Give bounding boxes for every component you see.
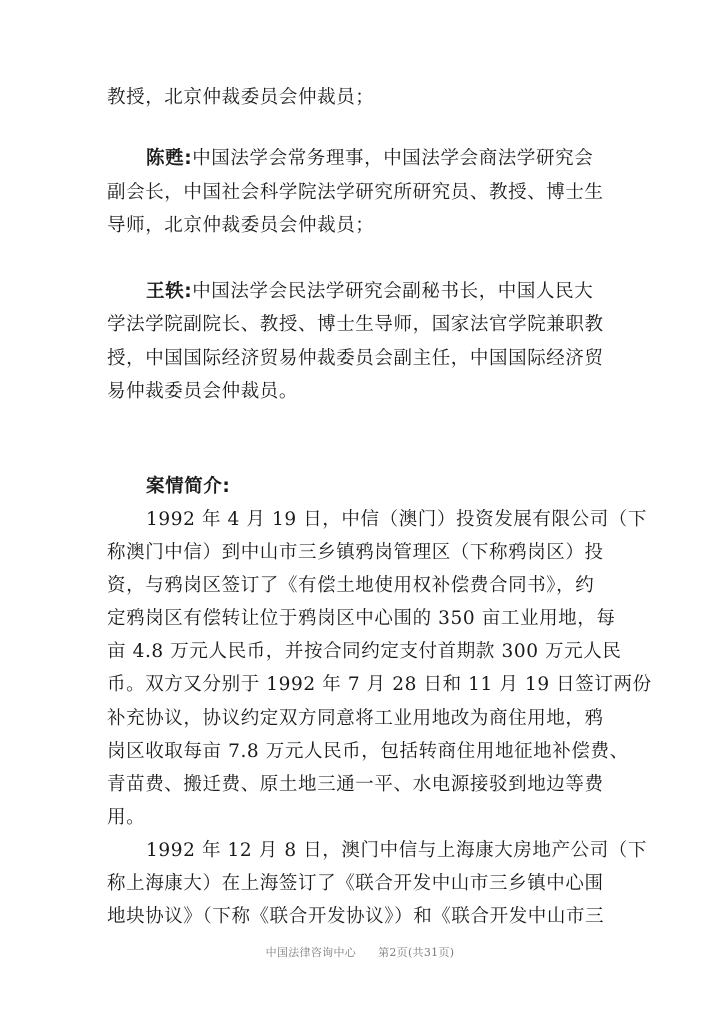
- text-line: 导师，北京仲裁委员会仲裁员；: [107, 215, 375, 236]
- text-line: 教授，北京仲裁委员会仲裁员；: [107, 87, 375, 108]
- page-number: 第2页(共31页): [378, 946, 455, 959]
- text-line: 副会长，中国社会科学院法学研究所研究员、教授、博士生: [107, 182, 604, 203]
- text-line: 定鸦岗区有偿转让位于鸦岗区中心围的 350 亩工业用地，每: [107, 608, 616, 629]
- person-entry-chen: [146, 148, 593, 170]
- text-line: 易仲裁委员会仲裁员。: [107, 381, 299, 402]
- text-line: 称上海康大）在上海签订了《联合开发中山市三乡镇中心围: [107, 873, 604, 894]
- text-line: 1992 年 4 月 19 日，中信（澳门）投资发展有限公司（下: [146, 509, 647, 530]
- text-line: 岗区收取每亩 7.8 万元人民币，包括转商住用地征地补偿费、: [107, 741, 629, 762]
- person-name: 陈甦:: [146, 148, 193, 169]
- section-heading: 案情简介:: [146, 476, 231, 497]
- text-line: 学法学院副院长、教授、博士生导师，国家法官学院兼职教: [107, 314, 604, 335]
- text-line: 地块协议》（下称《联合开发协议》）和《联合开发中山市三: [107, 906, 605, 927]
- text-line: 补充协议，协议约定双方同意将工业用地改为商住用地，鸦: [107, 708, 604, 729]
- person-name: 王轶:: [146, 281, 193, 302]
- footer-source: 中国法律咨询中心: [265, 946, 357, 959]
- text-line: 青苗费、搬迁费、原土地三通一平、水电源接驳到地边等费: [107, 774, 604, 795]
- text-line: 授，中国国际经济贸易仲裁委员会副主任，中国国际经济贸: [107, 348, 604, 369]
- text-line: 称澳门中信）到中山市三乡镇鸦岗管理区（下称鸦岗区）投: [107, 542, 604, 563]
- text-line: 用。: [107, 807, 146, 828]
- text-line: 亩 4.8 万元人民币，并按合同约定支付首期款 300 万元人民: [107, 641, 622, 662]
- text-line: 币。双方又分别于 1992 年 7 月 28 日和 11 月 19 日签订两份: [107, 674, 652, 695]
- page-footer: [0, 944, 720, 960]
- text-line: 中国法学会常务理事，中国法学会商法学研究会: [192, 148, 594, 169]
- text-line: 中国法学会民法学研究会副秘书长，中国人民大: [192, 281, 594, 302]
- text-line: 1992 年 12 月 8 日，澳门中信与上海康大房地产公司（下: [146, 840, 647, 861]
- text-line: 资，与鸦岗区签订了《有偿土地使用权补偿费合同书》，约: [107, 575, 595, 596]
- person-entry-wang: [146, 281, 593, 303]
